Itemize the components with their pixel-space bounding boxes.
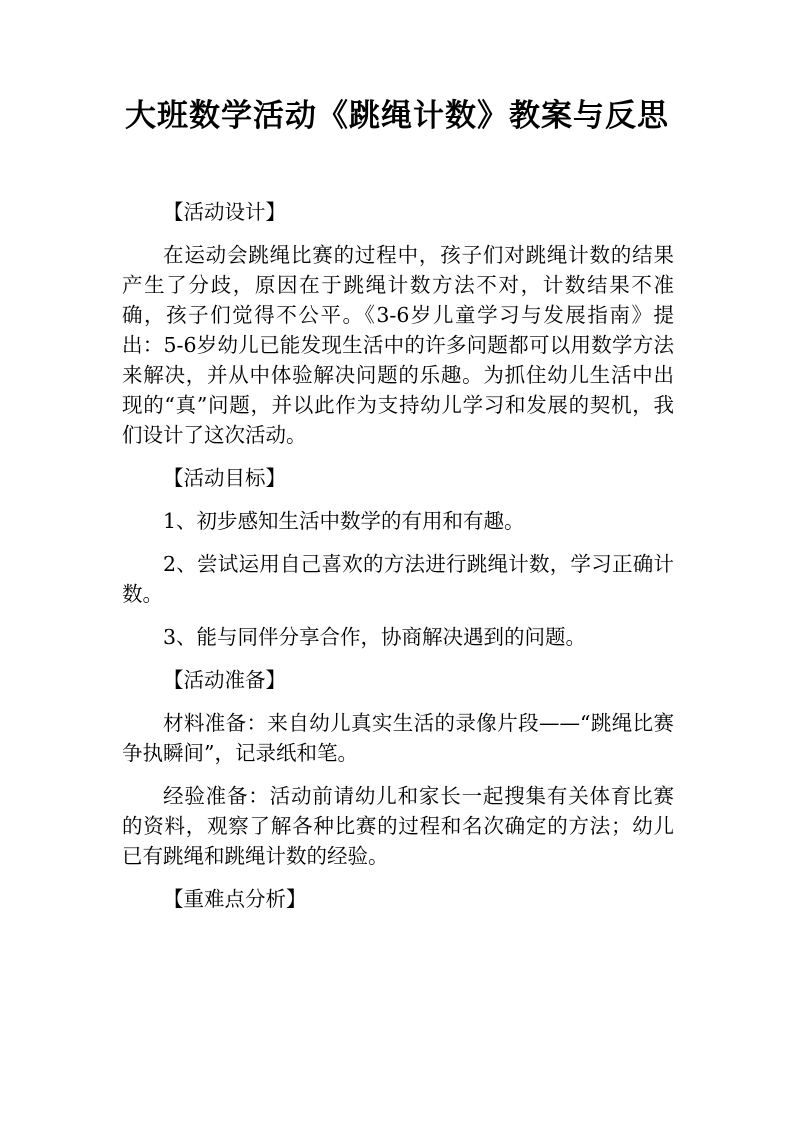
- goal-item-2: 2、尝试运用自己喜欢的方法进行跳绳计数，学习正确计数。: [122, 552, 674, 606]
- section-heading-goals: 【活动目标】: [163, 466, 286, 490]
- section-heading-key-points: 【重难点分析】: [163, 887, 307, 911]
- experience-preparation-paragraph: 经验准备：活动前请幼儿和家长一起搜集有关体育比赛的资料，观察了解各种比赛的过程和名次确定的方法；幼儿已有跳绳和跳绳计数的经验。: [122, 784, 674, 868]
- document-title: 大班数学活动《跳绳计数》教案与反思: [125, 98, 669, 134]
- document-body: [122, 197, 674, 914]
- goal-item-1: 1、初步感知生活中数学的有用和有趣。: [163, 509, 525, 533]
- section-heading-design: 【活动设计】: [163, 200, 286, 224]
- material-preparation-paragraph: 材料准备：来自幼儿真实生活的录像片段——“跳绳比赛争执瞬间”，记录纸和笔。: [122, 711, 674, 765]
- section-heading-preparation: 【活动准备】: [163, 668, 286, 692]
- goal-item-3: 3、能与同伴分享合作，协商解决遇到的问题。: [163, 625, 587, 649]
- design-paragraph: 在运动会跳绳比赛的过程中，孩子们对跳绳计数的结果产生了分歧，原因在于跳绳计数方法不对，计数结果不准确，孩子们觉得不公平。《3-6岁儿童学习与发展指南》提出：5-6岁幼儿已能发现生活中的许多问题都可以用数学方法来解决，并从中体验解决问题的乐趣。为抓住幼儿生活中出现的“真”问题，并以此作为支持幼儿学习和发展的契机，我们设计了这次活动。: [122, 243, 674, 447]
